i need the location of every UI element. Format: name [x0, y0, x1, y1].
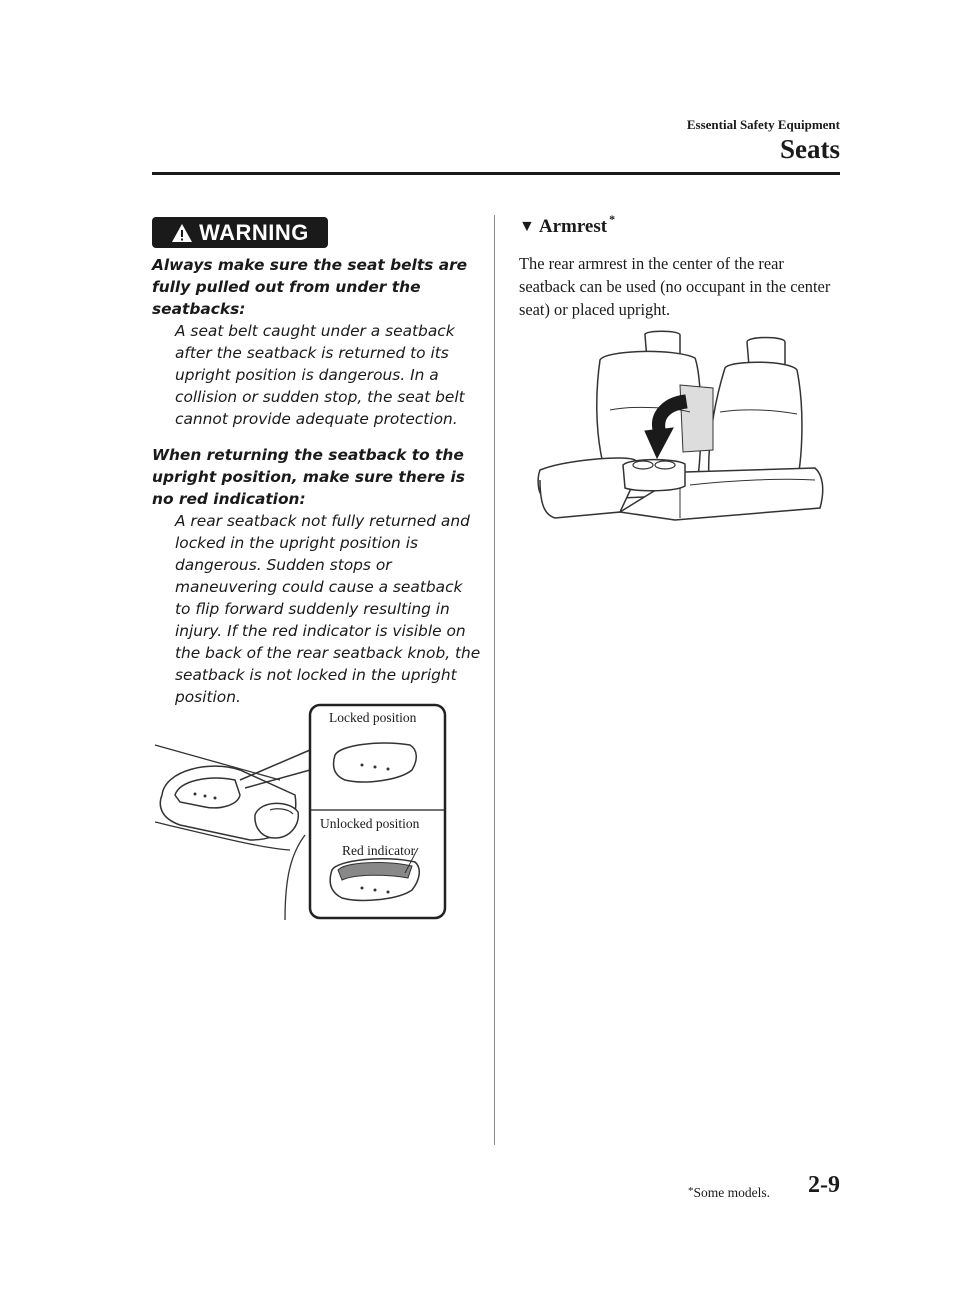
column-divider — [494, 215, 495, 1145]
footer-note — [688, 1185, 770, 1201]
some-models-asterisk: * — [609, 212, 616, 226]
page-number: 2-9 — [808, 1172, 840, 1198]
footer-note-text: Some models. — [693, 1185, 770, 1200]
unlocked-position-label: Unlocked position — [320, 816, 420, 831]
seatback-knob-illustration — [150, 700, 450, 925]
heading-marker: ▼ — [519, 218, 535, 235]
armrest-description: The rear armrest in the center of the rear seatback can be used (no occupant in the center seat) or placed upright. — [519, 254, 831, 319]
section-title: Essential Safety Equipment — [686, 117, 840, 132]
warning-label: WARNING — [199, 219, 309, 245]
warning-content — [152, 254, 482, 722]
warning-detail-1: A seat belt caught under a seatback after the seatback is returned to its upright position is dangerous. In a collision or sudden stop, the seat belt cannot provide adequate protection. — [175, 322, 465, 428]
header-rule — [152, 172, 840, 175]
page-title: Seats — [780, 134, 840, 164]
locked-position-label: Locked position — [329, 710, 417, 725]
warning-detail-2: A rear seatback not fully returned and locked in the upright position is dangerous. Sudden stops or maneuvering could cause a seatback to flip forward suddenly resulting in injury. If the red indicator is visible on the back of the rear seatback knob, the seatback is not locked in the upright position. — [175, 512, 481, 706]
warning-lead-1: Always make sure the seat belts are fully pulled out from under the seatbacks: — [152, 256, 468, 318]
warning-lead-2: When returning the seatback to the upright position, make sure there is no red indication: — [152, 446, 465, 508]
armrest-title: Armrest — [538, 216, 608, 237]
rear-seat-drawing — [535, 330, 825, 545]
knob-drawing — [150, 700, 450, 925]
warning-badge — [152, 217, 328, 248]
armrest-section — [519, 212, 841, 321]
warning-icon — [171, 223, 193, 243]
red-indicator-label: Red indicator — [342, 843, 416, 858]
rear-seat-armrest-illustration — [535, 330, 825, 545]
armrest-heading — [519, 212, 841, 238]
footer-asterisk: * — [688, 1185, 694, 1197]
